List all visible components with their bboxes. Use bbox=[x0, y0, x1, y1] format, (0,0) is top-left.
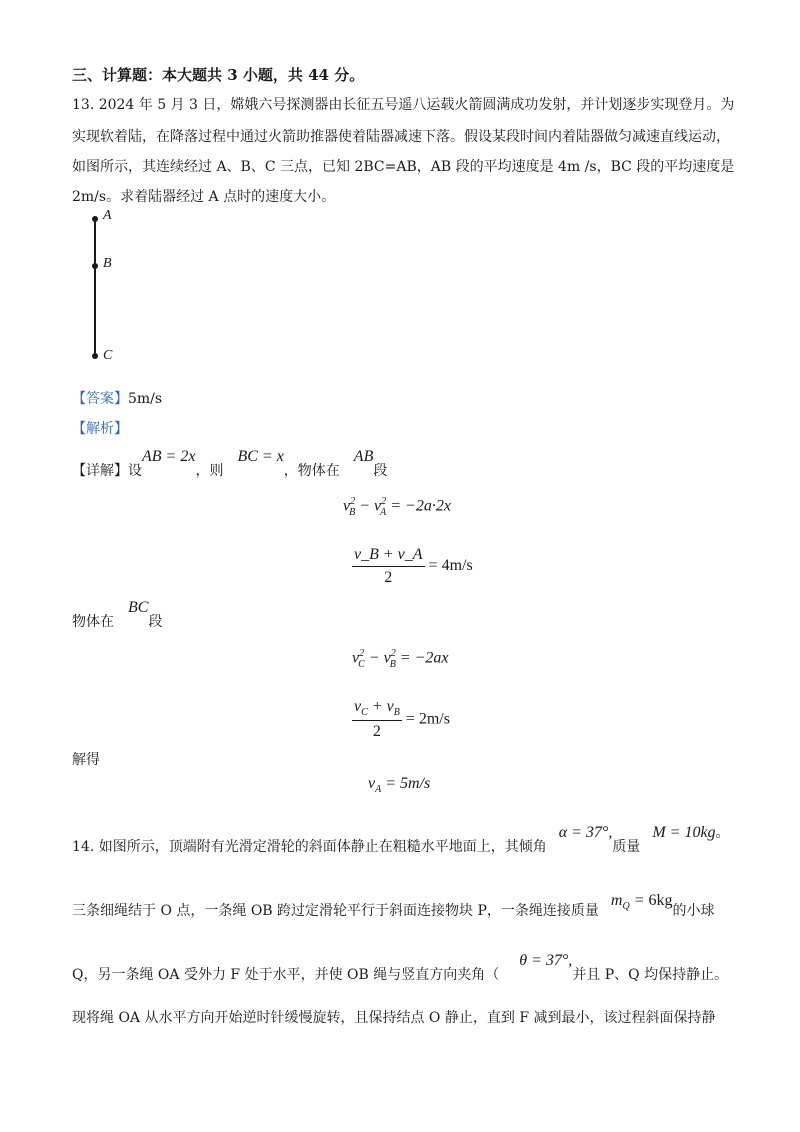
equation-2: $\frac{v\_B + v\_A}{2}$ = 4m/s bbox=[354, 546, 473, 586]
answer-line bbox=[72, 388, 162, 408]
figure-line bbox=[94, 220, 96, 357]
analysis-tag: 【解析】 bbox=[72, 421, 128, 437]
point-b bbox=[92, 263, 98, 269]
q14-line-2: 三条细绳结于 O 点，一条绳 OB 跨过定滑轮平行于斜面连接物块 P，一条绳连接质量$m_Q = 6kg$的小球 bbox=[72, 892, 715, 919]
eq-ab-2: AB bbox=[353, 448, 374, 465]
answer-value: 5m/s bbox=[128, 391, 163, 407]
section-title: 三、计算题：本大题共 3 小题，共 44 分。 bbox=[72, 66, 365, 84]
q13-line-4: 2m/s。求着陆器经过 A 点时的速度大小。 bbox=[72, 189, 336, 205]
point-a bbox=[92, 216, 98, 222]
label-a: A bbox=[103, 208, 112, 223]
alpha-eq: α = 37°, bbox=[558, 824, 613, 841]
equation-1: $v^2_B - v^2_A = -2a\cdot 2x$ bbox=[343, 496, 451, 518]
mass-eq: M = 10kg bbox=[652, 824, 716, 841]
label-b: B bbox=[103, 256, 112, 271]
theta-eq: θ = 37°, bbox=[519, 952, 573, 969]
mq-eq: $m_Q = 6kg$ bbox=[610, 892, 673, 913]
solve-label: 解得 bbox=[72, 752, 100, 768]
eq-bc-2: BC bbox=[128, 599, 149, 616]
equation-3: $v^2_C - v^2_B = -2ax$ bbox=[352, 648, 449, 670]
q13-line-2: 实现软着陆，在降落过程中通过火箭助推器使着陆器减速下落。假设某段时间内着陆器做匀减速直线运动， bbox=[72, 129, 730, 145]
q13-line-1: 13. 2024 年 5 月 3 日，嫦娥六号探测器由长征五号遥八运载火箭圆满成功发射，并计划逐步实现登月。为 bbox=[72, 97, 735, 113]
point-c bbox=[92, 353, 98, 359]
q14-line-1: 14. 如图所示，顶端附有光滑定滑轮的斜面体静止在粗糙水平地面上，其倾角α = 37°,质量M = 10kg。 bbox=[72, 824, 730, 855]
eq-bc: BC = x bbox=[237, 448, 284, 465]
detail-then: ，则 bbox=[195, 463, 224, 479]
equation-4: $\frac{v_C + v_B}{2}$ = 2m/s bbox=[354, 698, 450, 741]
bc-line: 物体在BC段 bbox=[72, 599, 163, 630]
detail-line bbox=[72, 446, 388, 479]
label-c: C bbox=[103, 348, 113, 363]
detail-obj: ，物体在 bbox=[283, 463, 340, 479]
q14-line-4: 现将绳 OA 从水平方向开始逆时针缓慢旋转，且保持结点 O 静止，直到 F 减到最小，该过程斜面保持静 bbox=[72, 1010, 716, 1026]
detail-seg: 段 bbox=[373, 463, 388, 479]
detail-tag: 【详解】 bbox=[72, 463, 128, 479]
q13-line-3: 如图所示，其连续经过 A、B、C 三点，已知 2BC=AB，AB 段的平均速度是 4m /s，BC 段的平均速度是 bbox=[72, 159, 735, 175]
answer-tag: 【答案】 bbox=[72, 391, 128, 407]
detail-set: 设 bbox=[128, 463, 142, 479]
equation-5: $v_A = 5m/s$ bbox=[368, 775, 431, 796]
eq-ab: AB = 2x bbox=[142, 448, 196, 465]
q14-line-3: Q，另一条绳 OA 受外力 F 处于水平，并使 OB 绳与竖直方向夹角（θ = 37°,并且 P、Q 均保持静止。 bbox=[72, 952, 729, 983]
